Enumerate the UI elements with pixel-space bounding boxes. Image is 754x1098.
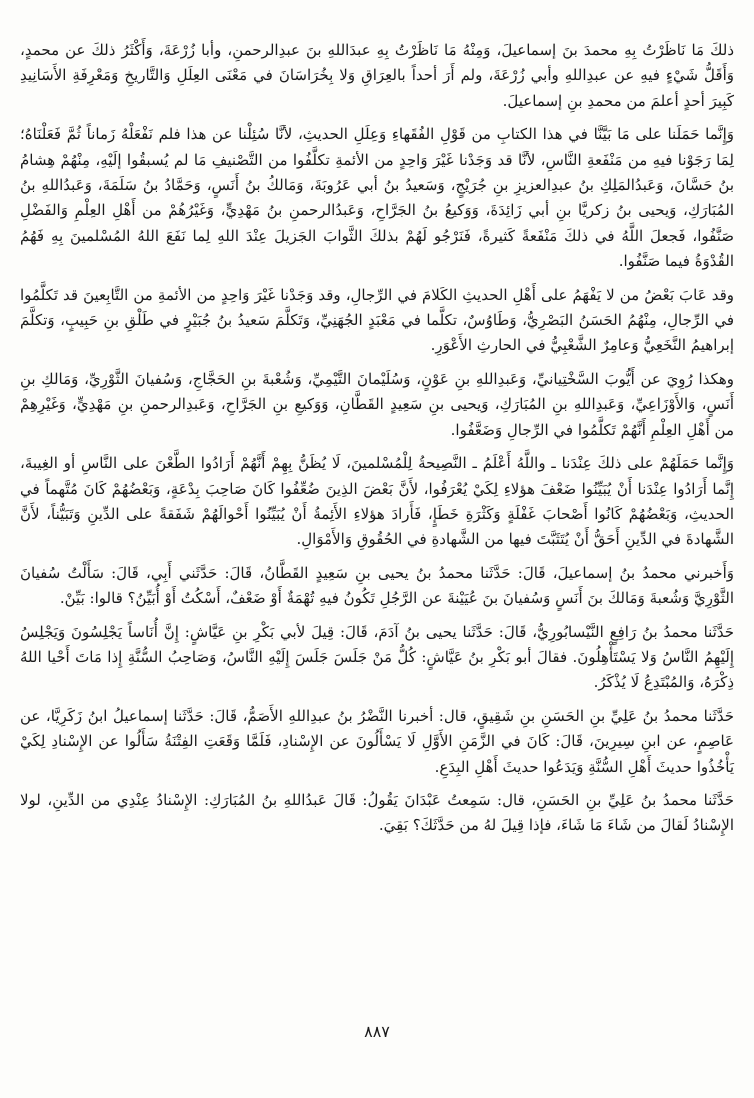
paragraph-3: وقد عَابَ بَعْضُ من لا يَفْهَمُ على أَهْلِ الحديثِ الكَلامَ في الرِّجالِ، وقد وَجَدْنا غَيْرَ وَاحِدٍ من الأئمةِ من التَّابِعينَ قد تَكلَّمُوا في الرِّجالِ، مِنْهُمُ الحَسَنُ البَصْرِيُّ، وَطَاوُسٌ، تكلَّما في مَعْبَدٍ الجُهَنِيِّ، وَتَكلَّمَ سَعيدُ بنُ جُبَيْرٍ في طَلْقِ بنِ حَبِيبٍ، وَتكلَّمَ إبراهيمُ النَّخَعِيُّ وَعامِرٌ الشَّعْبِيُّ في الحارثِ الأَعْوَرِ. [20,285,734,355]
body-text [20,38,734,847]
paragraph-4: وهكذا رُوِيَ عن أَيُّوبَ السَّخْتِيانيِّ، وَعَبدِاللهِ بنِ عَوْنٍ، وَسُلَيْمانَ التَّيْمِيِّ، وَشُعْبةَ بنِ الحَجَّاجِ، وَسُفيانَ الثَّوْرِيِّ، وَمَالكِ بنِ أَنَسٍ، وَالأَوْزَاعِيِّ، وَعَبدِاللهِ بنِ المُبَارَكِ، وَيحيى بنِ سَعِيدٍ القَطَّانِ، وَوَكيعِ بنِ الجَرَّاحِ، وَعَبدِالرحمنِ بنِ مَهْدِيٍّ، وَغَيْرِهِمْ من أَهْلِ العِلْمِ أَنَّهُمْ تَكلَّمُوا في الرِّجالِ وَضَعَّفُوا. [20,369,734,439]
paragraph-9: حَدَّثَنا محمدُ بنُ عَلِيِّ بنِ الحَسَنِ، قال: سَمِعتُ عَبْدَانَ يَقُولُ: قَالَ عَبدُاللهِ بنُ المُبَارَكِ: الإِسْنادُ عِنْدِي من الدِّينِ، لولا الإِسْنادُ لَقالَ من شَاءَ مَا شَاءَ، فإذا قِيلَ لهُ من حَدَّثَكَ؟ بَقِيَ. [20,790,734,835]
paragraph-5: وَإِنَّما حَمَلَهُمْ على ذلكَ عِنْدَنا ـ واللَّهُ أَعْلَمُ ـ النَّصِيحةُ لِلْمُسْلمينَ، لَا يُظَنُّ بِهِمْ أَنَّهُمْ أَرَادُوا الطَّعْنَ على النَّاسِ أو الغِيبةَ، إِنَّما أَرَادُوا عِنْدَنا أَنْ يُبَيِّنُوا ضَعْفَ هؤلاءِ لِكَيْ يُعْرَفُوا، لأَنَّ بَعْضَ الذِينَ ضُعِّفُوا كَانَ صَاحِبَ بِدْعَةٍ، وَبَعْضُهُمْ كَانَ مُتَّهماً في الحديثِ، وَبَعْضُهُمْ كَانُوا أَصْحابَ غَفْلَةٍ وَكَثْرَةِ خَطَإٍ، فَأَرادَ هؤلاءِ الأَئِمةُ أَنْ يُبَيِّنُوا أَحْوالَهُمْ شَفَقةً على الدِّينِ وَتَبَيُّناً، لأَنَّ الشَّهادةَ في الدِّينِ أَحَقُّ أَنْ يُتَثَبَّتَ فيها من الشَّهادةِ في الحُقُوقِ وَالأَمْوَالِ. [20,454,734,549]
paragraph-8: حَدَّثَنا محمدُ بنُ عَلِيِّ بنِ الحَسَنِ بنِ شَقِيقٍ، قال: أخبرنا النَّضْرُ بنُ عبدِاللهِ الأَصَمُّ، قَالَ: حَدَّثَنا إسماعيلُ ابنُ زَكَرِيَّا، عن عَاصِمٍ، عن ابنِ سِيرِينَ، قَالَ: كَانَ في الزَّمَنِ الأَوَّلِ لَا يَسْأَلُونَ عن الإِسْنادِ، فَلَمَّا وَقَعَتِ الفِتْنَةُ سَأَلُوا عن الإِسْنادِ لِكَيْ يَأْخُذُوا حديثَ أَهْلِ السُّنَّةِ وَيَدَعُوا حديثَ أَهْلِ البِدَعِ. [20,706,734,776]
paragraph-6: وَأَخبرني محمدُ بنُ إسماعيلَ، قَالَ: حَدَّثَنا محمدُ بنُ يحيى بنِ سَعِيدٍ القَطَّانُ، قَالَ: حَدَّثَني أَبِي، قَالَ: سَأَلْتُ سُفيانَ الثَّوْرِيَّ وَشُعبةَ وَمَالكَ بنَ أَنَسٍ وَسُفيانَ بنَ عُيَيْنةَ عن الرَّجُلِ تَكُونُ فيهِ تُهْمَةٌ أَوْ ضَعْفٌ، أَسْكُتُ أَوْ أُبَيِّنُ؟ قالوا: بَيِّنْ. [20,563,734,608]
paragraph-7: حَدَّثَنا محمدُ بنُ رَافِعٍ النَّيْسابُورِيُّ، قَالَ: حَدَّثَنا يحيى بنُ آدَمَ، قَالَ: قِيلَ لأبي بَكْرِ بنِ عَيَّاشٍ: إِنَّ أُنَاساً يَجْلِسُونَ وَيَجْلِسُ إِلَيْهِمُ النَّاسُ وَلا يَسْتَأْهِلُونَ. فقالَ أبو بَكْرِ بنُ عَيَّاشٍ: كُلُّ مَنْ جَلَسَ جَلَسَ إِلَيْهِ النَّاسُ، وَصَاحِبُ السُّنَّةِ إِذا مَاتَ أَحْيا اللهُ ذِكْرَهُ، وَالمُبْتَدِعُ لَا يُذْكَرُ. [20,622,734,692]
page-number: ٨٨٧ [364,1022,390,1041]
paragraph-2: وَإِنَّما حَمَلَنا على مَا بَيَّنَّا في هذا الكتابِ من قَوْلِ الفُقَهاءِ وَعِلَلِ الحديثِ، لأنَّا سُئِلْنا عن هذا فلم نَفْعَلْهُ زَماناً ثُمَّ فَعَلْنَاهُ؛ لِمَا رَجَوْنا فيهِ من مَنْفَعةِ النَّاسِ، لأنَّا قد وَجَدْنا غَيْرَ وَاحِدٍ من الأئمةِ تكلَّفُوا من التَّصْنيفِ مَا لم يُسبقُوا إلَيْهِ، مِنْهُمْ هِشامُ بنُ حَسَّانَ، وَعَبدُالمَلِكِ بنُ عبدِالعزيزِ بنِ جُرَيْجٍ، وَسَعيدُ بنُ أبي عَرُوبَةَ، وَمَالكُ بنُ أَنَسٍ، وَحَمَّادُ بنُ سَلَمَةَ، وَعَبدُاللهِ بنُ المُبَارَكِ، وَيحيى بنُ زكريَّا بنِ أبي زَائِدَةَ، وَوَكيعُ بنُ الجَرَّاحِ، وَعَبدُالرحمنِ بنُ مَهْدِيٍّ، وَغَيْرُهُمْ من أَهْلِ العِلْمِ وَالفَضْلِ صَنَّفُوا، فَجعلَ اللَّهُ في ذلكَ مَنْفَعةً كَثيرةً، فَنَرْجُو لَهُمْ بذلكَ الثَّوابَ الجَزيلَ عِنْدَ اللهِ لِما نَفَعَ اللهُ المُسْلمينَ بِهِ فَهُمُ القُدْوَةُ فيما صَنَّفُوا. [20,125,734,271]
paragraph-1: ذلكَ مَا نَاظَرْتُ بِهِ محمدَ بنَ إسماعيلَ، وَمِنْهُ مَا نَاظَرْتُ بِهِ عبدَاللهِ بنَ عبدِالرحمنِ، وأبا زُرْعَةَ، وَأَكْثَرُ ذلكَ عن محمدٍ، وَأَقَلُّ شَيْءٍ فيهِ عن عبدِاللهِ وأبي زُرْعَةَ، ولم أَرَ أحداً بالعِرَاقِ وَلا بِخُرَاسَانَ في مَعْنَى العِلَلِ وَالتَّاريخِ وَمَعْرِفَةِ الأَسَانِيدِ كَبِيرَ أحدٍ أعلمَ من محمدِ بنِ إسماعيلَ. [20,41,734,110]
